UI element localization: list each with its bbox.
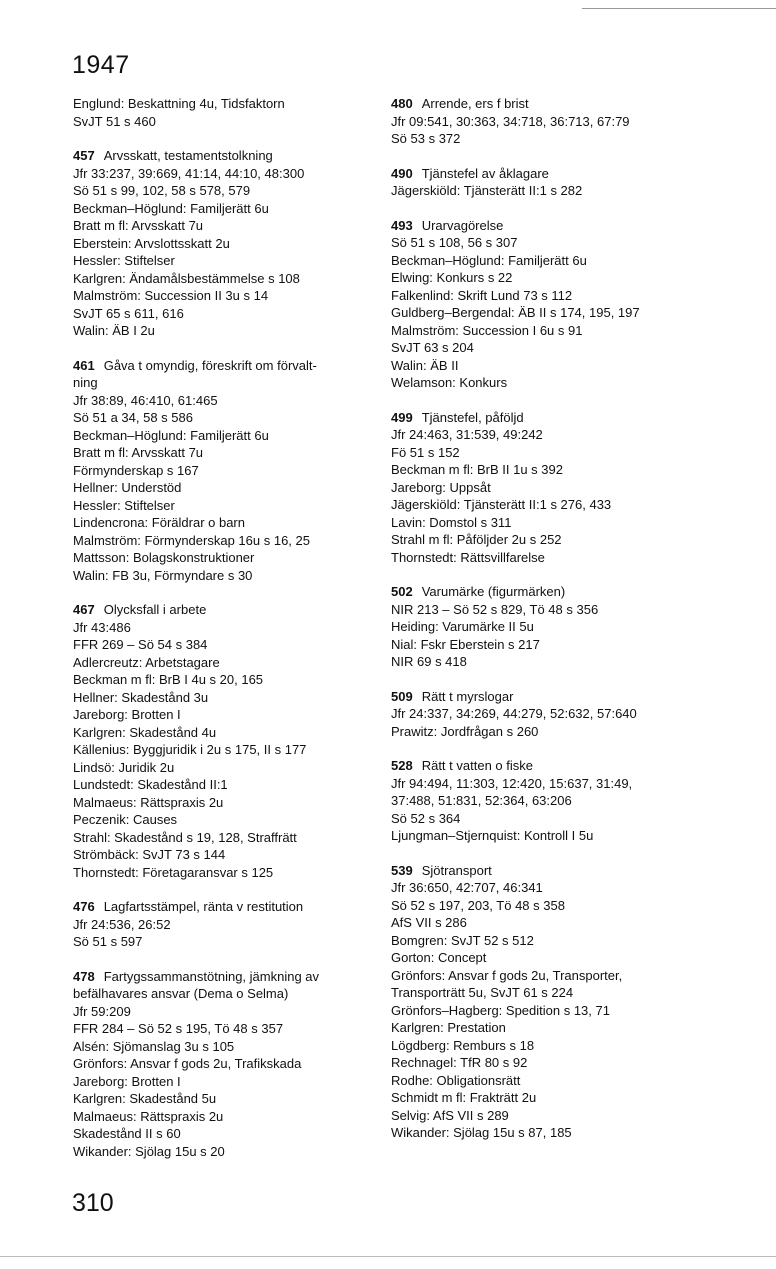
case-heading bbox=[73, 968, 373, 986]
case-title: Sjötransport bbox=[421, 862, 492, 878]
reference-line: Jareborg: Uppsåt bbox=[391, 479, 491, 495]
reference-line: Walin: ÄB I 2u bbox=[73, 323, 155, 338]
reference-line: 37:488, 51:831, 52:364, 63:206 bbox=[391, 793, 572, 808]
reference-line: Mattsson: Bolagskonstruktioner bbox=[73, 550, 255, 565]
reference-line: Rechnagel: TfR 80 s 92 bbox=[391, 1055, 528, 1070]
reference-line: Malmaeus: Rättspraxis 2u bbox=[73, 1108, 224, 1124]
reference-line: Walin: FB 3u, Förmyndare s 30 bbox=[73, 567, 253, 583]
reference-line: Jareborg: Brotten I bbox=[73, 707, 181, 722]
case-title: Gåva t omyndig, föreskrift om förvalt- bbox=[103, 357, 317, 373]
reference-line: Lindencrona: Föräldrar o barn bbox=[73, 515, 245, 530]
reference-line: Malmaeus: Rättspraxis 2u bbox=[73, 794, 224, 810]
right-column bbox=[391, 95, 691, 1159]
case-entry bbox=[391, 688, 691, 741]
reference-line: Karlgren: Skadestånd 5u bbox=[73, 1091, 217, 1106]
reference-line: Selvig: AfS VII s 289 bbox=[391, 1107, 509, 1123]
reference-line: Sö 51 s 597 bbox=[73, 934, 143, 949]
reference-line: Wikander: Sjölag 15u s 87, 185 bbox=[391, 1125, 572, 1140]
reference-line: Jfr 33:237, 39:669, 41:14, 44:10, 48:300 bbox=[73, 165, 305, 181]
reference-line: Hessler: Stiftelser bbox=[73, 253, 175, 268]
case-heading bbox=[391, 217, 691, 235]
reference-line: Strömbäck: SvJT 73 s 144 bbox=[73, 847, 226, 862]
case-heading bbox=[391, 95, 691, 113]
reference-line: Karlgren: Prestation bbox=[391, 1020, 506, 1035]
reference-line: Welamson: Konkurs bbox=[391, 375, 508, 390]
case-heading bbox=[391, 688, 691, 706]
case-heading bbox=[73, 601, 373, 619]
case-heading bbox=[391, 165, 691, 183]
top-edge-line bbox=[582, 8, 776, 9]
case-entry bbox=[73, 601, 373, 881]
reference-line: Jfr 24:536, 26:52 bbox=[73, 916, 171, 932]
case-entry bbox=[391, 217, 691, 392]
reference-line: FFR 269 – Sö 54 s 384 bbox=[73, 637, 208, 652]
case-entry bbox=[391, 165, 691, 200]
reference-line: Sö 52 s 364 bbox=[391, 810, 461, 826]
case-number: 480 bbox=[391, 96, 413, 111]
case-heading bbox=[391, 757, 691, 775]
reference-line: Bratt m fl: Arvsskatt 7u bbox=[73, 445, 204, 460]
reference-line: Grönfors: Ansvar f gods 2u, Transporter, bbox=[391, 967, 623, 983]
reference-line: Elwing: Konkurs s 22 bbox=[391, 270, 513, 285]
reference-line: Jfr 43:486 bbox=[73, 619, 131, 635]
reference-line: FFR 284 – Sö 52 s 195, Tö 48 s 357 bbox=[73, 1021, 284, 1036]
left-column bbox=[73, 95, 373, 1177]
case-entry bbox=[73, 147, 373, 340]
reference-line: Skadestånd II s 60 bbox=[73, 1126, 181, 1141]
reference-line: Jfr 94:494, 11:303, 12:420, 15:637, 31:49, bbox=[391, 775, 633, 791]
case-title: Rätt t myrslogar bbox=[421, 688, 514, 704]
reference-line: Wikander: Sjölag 15u s 20 bbox=[73, 1143, 225, 1159]
case-title: Fartygssammanstötning, jämkning av bbox=[103, 968, 320, 984]
reference-line: Fö 51 s 152 bbox=[391, 444, 460, 460]
reference-line: Transporträtt 5u, SvJT 61 s 224 bbox=[391, 985, 574, 1000]
case-entry bbox=[73, 968, 373, 1161]
reference-line: Guldberg–Bergendal: ÄB II s 174, 195, 197 bbox=[391, 305, 640, 320]
reference-line: Jfr 59:209 bbox=[73, 1003, 131, 1019]
case-number: 476 bbox=[73, 899, 95, 914]
reference-line: befälhavares ansvar (Dema o Selma) bbox=[73, 986, 289, 1001]
reference-line: SvJT 65 s 611, 616 bbox=[73, 305, 184, 321]
reference-line: Prawitz: Jordfrågan s 260 bbox=[391, 723, 539, 739]
case-title: Arvsskatt, testamentstolkning bbox=[103, 148, 273, 163]
reference-line: NIR 69 s 418 bbox=[391, 654, 467, 669]
reference-line: Beckman m fl: BrB II 1u s 392 bbox=[391, 462, 563, 477]
case-heading bbox=[391, 583, 691, 601]
reference-line: Beckman–Höglund: Familjerätt 6u bbox=[73, 427, 269, 443]
reference-line: Grönfors: Ansvar f gods 2u, Trafikskada bbox=[73, 1056, 302, 1071]
reference-line: Bratt m fl: Arvsskatt 7u bbox=[73, 218, 204, 233]
case-number: 461 bbox=[73, 357, 95, 373]
reference-line: Thornstedt: Rättsvillfarelse bbox=[391, 549, 545, 565]
reference-line: Källenius: Byggjuridik i 2u s 175, II s 177 bbox=[73, 742, 307, 757]
reference-line: Beckman–Höglund: Familjerätt 6u bbox=[391, 252, 587, 268]
case-heading bbox=[391, 862, 691, 880]
case-entry bbox=[73, 898, 373, 951]
case-entry bbox=[391, 95, 691, 148]
case-number: 467 bbox=[73, 602, 95, 617]
reference-line: Sö 51 s 108, 56 s 307 bbox=[391, 235, 518, 250]
reference-line: Förmynderskap s 167 bbox=[73, 462, 199, 478]
case-number: 528 bbox=[391, 758, 413, 773]
case-entry bbox=[391, 862, 691, 1142]
page-number: 310 bbox=[72, 1189, 114, 1217]
reference-line: Jägerskiöld: Tjänsterätt II:1 s 276, 433 bbox=[391, 497, 612, 512]
reference-line: Sö 51 a 34, 58 s 586 bbox=[73, 410, 193, 425]
reference-line: Lundstedt: Skadestånd II:1 bbox=[73, 777, 228, 792]
reference-line: Sö 53 s 372 bbox=[391, 131, 461, 146]
case-number: 493 bbox=[391, 217, 413, 233]
reference-line: Karlgren: Skadestånd 4u bbox=[73, 724, 217, 740]
reference-line: Strahl: Skadestånd s 19, 128, Straffrätt bbox=[73, 829, 297, 845]
reference-line: Jareborg: Brotten I bbox=[73, 1073, 181, 1089]
reference-line: NIR 213 – Sö 52 s 829, Tö 48 s 356 bbox=[391, 601, 599, 617]
reference-line: Ljungman–Stjernquist: Kontroll I 5u bbox=[391, 828, 594, 843]
reference-line: Bomgren: SvJT 52 s 512 bbox=[391, 932, 534, 948]
case-heading bbox=[73, 898, 373, 916]
reference-line: Thornstedt: Företagaransvar s 125 bbox=[73, 864, 274, 880]
reference-line: ning bbox=[73, 375, 98, 390]
reference-line: Rodhe: Obligationsrätt bbox=[391, 1072, 521, 1088]
reference-line: Grönfors–Hagberg: Spedition s 13, 71 bbox=[391, 1002, 610, 1018]
lead-line: SvJT 51 s 460 bbox=[73, 113, 156, 129]
reference-line: Sö 52 s 197, 203, Tö 48 s 358 bbox=[391, 897, 565, 913]
case-entry bbox=[391, 757, 691, 845]
reference-line: Hellner: Understöd bbox=[73, 480, 182, 495]
reference-line: Lindsö: Juridik 2u bbox=[73, 759, 175, 775]
case-title: Tjänstefel, påföljd bbox=[421, 409, 524, 425]
case-number: 457 bbox=[73, 148, 95, 163]
reference-line: AfS VII s 286 bbox=[391, 915, 467, 930]
reference-line: Peczenik: Causes bbox=[73, 812, 178, 827]
reference-line: Hellner: Skadestånd 3u bbox=[73, 689, 209, 705]
case-title: Varumärke (figurmärken) bbox=[421, 584, 566, 599]
reference-line: Jägerskiöld: Tjänsterätt II:1 s 282 bbox=[391, 183, 583, 198]
reference-line: Hessler: Stiftelser bbox=[73, 497, 175, 513]
reference-line: Strahl m fl: Påföljder 2u s 252 bbox=[391, 532, 562, 547]
case-number: 478 bbox=[73, 968, 95, 984]
case-heading bbox=[73, 357, 373, 375]
continued-entry bbox=[73, 95, 373, 130]
reference-line: Malmström: Förmynderskap 16u s 16, 25 bbox=[73, 532, 310, 548]
reference-line: Malmström: Succession II 3u s 14 bbox=[73, 288, 269, 303]
reference-line: Jfr 36:650, 42:707, 46:341 bbox=[391, 880, 543, 895]
reference-line: Jfr 24:463, 31:539, 49:242 bbox=[391, 427, 543, 442]
reference-line: Beckman m fl: BrB I 4u s 20, 165 bbox=[73, 672, 264, 687]
reference-line: Jfr 09:541, 30:363, 34:718, 36:713, 67:79 bbox=[391, 113, 630, 129]
lead-line: Englund: Beskattning 4u, Tidsfaktorn bbox=[73, 96, 285, 111]
case-title: Rätt t vatten o fiske bbox=[421, 758, 533, 773]
reference-line: Beckman–Höglund: Familjerätt 6u bbox=[73, 200, 269, 216]
case-number: 509 bbox=[391, 688, 413, 704]
case-title: Olycksfall i arbete bbox=[103, 602, 207, 617]
case-title: Arrende, ers f brist bbox=[421, 96, 529, 111]
case-title: Tjänstefel av åklagare bbox=[421, 165, 549, 181]
reference-line: Falkenlind: Skrift Lund 73 s 112 bbox=[391, 287, 573, 303]
case-heading bbox=[73, 147, 373, 165]
case-entry bbox=[391, 583, 691, 671]
case-number: 499 bbox=[391, 409, 413, 425]
case-number: 539 bbox=[391, 862, 413, 878]
reference-line: Eberstein: Arvslottsskatt 2u bbox=[73, 235, 230, 251]
reference-line: Schmidt m fl: Frakträtt 2u bbox=[391, 1090, 537, 1105]
reference-line: SvJT 63 s 204 bbox=[391, 340, 474, 355]
reference-line: Gorton: Concept bbox=[391, 950, 487, 965]
reference-line: Adlercreutz: Arbetstagare bbox=[73, 654, 220, 670]
case-heading bbox=[391, 409, 691, 427]
reference-line: Jfr 24:337, 34:269, 44:279, 52:632, 57:640 bbox=[391, 706, 637, 721]
reference-line: Lavin: Domstol s 311 bbox=[391, 514, 512, 530]
reference-line: Jfr 38:89, 46:410, 61:465 bbox=[73, 392, 218, 408]
reference-line: Malmström: Succession I 6u s 91 bbox=[391, 322, 583, 338]
case-entry bbox=[73, 357, 373, 585]
reference-line: Nial: Fskr Eberstein s 217 bbox=[391, 636, 540, 652]
case-number: 502 bbox=[391, 584, 413, 599]
case-number: 490 bbox=[391, 165, 413, 181]
case-title: Lagfartsstämpel, ränta v restitution bbox=[103, 899, 304, 914]
case-title: Urarvagörelse bbox=[421, 217, 504, 233]
bottom-edge-line bbox=[0, 1256, 776, 1257]
reference-line: Heiding: Varumärke II 5u bbox=[391, 619, 534, 634]
reference-line: Lögdberg: Remburs s 18 bbox=[391, 1037, 535, 1053]
reference-line: Karlgren: Ändamålsbestämmelse s 108 bbox=[73, 270, 300, 286]
reference-line: Walin: ÄB II bbox=[391, 357, 459, 373]
reference-line: Alsén: Sjömanslag 3u s 105 bbox=[73, 1038, 235, 1054]
reference-line: Sö 51 s 99, 102, 58 s 578, 579 bbox=[73, 183, 251, 198]
year-heading: 1947 bbox=[72, 51, 130, 79]
case-entry bbox=[391, 409, 691, 567]
